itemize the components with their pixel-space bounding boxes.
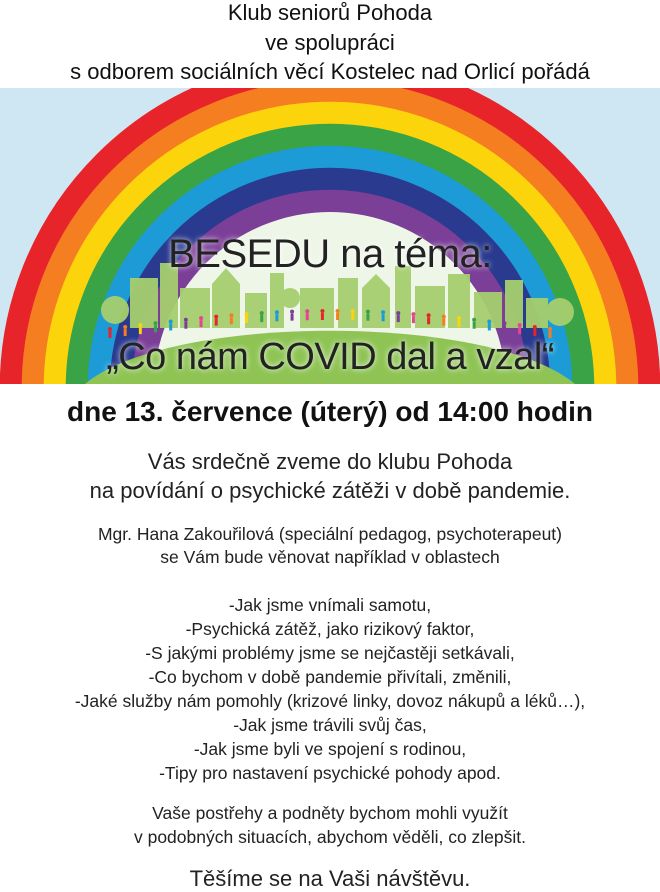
topic-item: -Jak jsme vnímali samotu,	[228, 595, 432, 615]
person-figure	[487, 319, 491, 330]
person-figure	[154, 321, 158, 332]
event-date: dne 13. července (úterý) od 14:00 hodin	[67, 396, 593, 427]
topic-item: -Jaké služby nám pomohly (krizové linky, dovoz nákupů a léků…),	[74, 691, 586, 711]
person-figure	[533, 325, 537, 336]
person-figure	[442, 315, 446, 326]
person-figure	[366, 310, 370, 321]
person-figure	[229, 313, 233, 324]
header-organizer: Klub seniorů Pohoda	[227, 0, 433, 25]
invite-line-1: Vás srdečně zveme do klubu Pohoda	[147, 449, 513, 474]
topic-item: -Tipy pro nastavení psychické pohody apod.	[159, 763, 501, 783]
person-figure	[138, 323, 142, 334]
person-figure	[381, 310, 385, 321]
person-figure	[427, 313, 431, 324]
topic-item: -Jak jsme trávili svůj čas,	[233, 715, 427, 735]
person-figure	[518, 323, 522, 334]
event-title: BESEDU na téma:	[168, 232, 492, 276]
speaker-line-2: se Vám bude věnovat například v oblastech	[160, 547, 500, 567]
person-figure	[214, 315, 218, 326]
invite-line-2: na povídání o psychické zátěži v době pandemie.	[89, 478, 571, 503]
person-figure	[305, 309, 309, 320]
person-figure	[290, 310, 294, 321]
topic-item: -Co bychom v době pandemie přivítali, změnili,	[148, 667, 512, 687]
person-figure	[260, 311, 264, 322]
person-figure	[184, 318, 188, 329]
person-figure	[396, 311, 400, 322]
person-figure	[457, 316, 461, 327]
topic-item: -Jak jsme byli ve spojení s rodinou,	[193, 739, 467, 759]
footer-greeting: Těšíme se na Vaši návštěvu.	[189, 866, 471, 891]
person-figure	[320, 309, 324, 320]
person-figure	[472, 318, 476, 329]
header-partner: s odborem sociálních věcí Kostelec nad Orlicí pořádá	[70, 59, 590, 84]
person-figure	[169, 319, 173, 330]
header-cooperation: ve spolupráci	[265, 30, 395, 55]
closing-line-1: Vaše postřehy a podněty bychom mohli využít	[152, 803, 508, 823]
topic-item: -S jakými problémy jsme se nejčastěji setkávali,	[145, 643, 515, 663]
person-figure	[245, 312, 249, 323]
speaker-line-1: Mgr. Hana Zakouřilová (speciální pedagog, psychoterapeut)	[97, 524, 562, 544]
topic-item: -Psychická zátěž, jako rizikový faktor,	[185, 619, 475, 639]
person-figure	[502, 321, 506, 332]
person-figure	[199, 316, 203, 327]
person-figure	[336, 309, 340, 320]
person-figure	[123, 325, 127, 336]
person-figure	[411, 312, 415, 323]
person-figure	[275, 310, 279, 321]
person-figure	[351, 309, 355, 320]
closing-line-2: v podobných situacích, abychom věděli, co zlepšit.	[133, 827, 526, 847]
event-topic: „Co nám COVID dal a vzal“	[106, 336, 554, 378]
